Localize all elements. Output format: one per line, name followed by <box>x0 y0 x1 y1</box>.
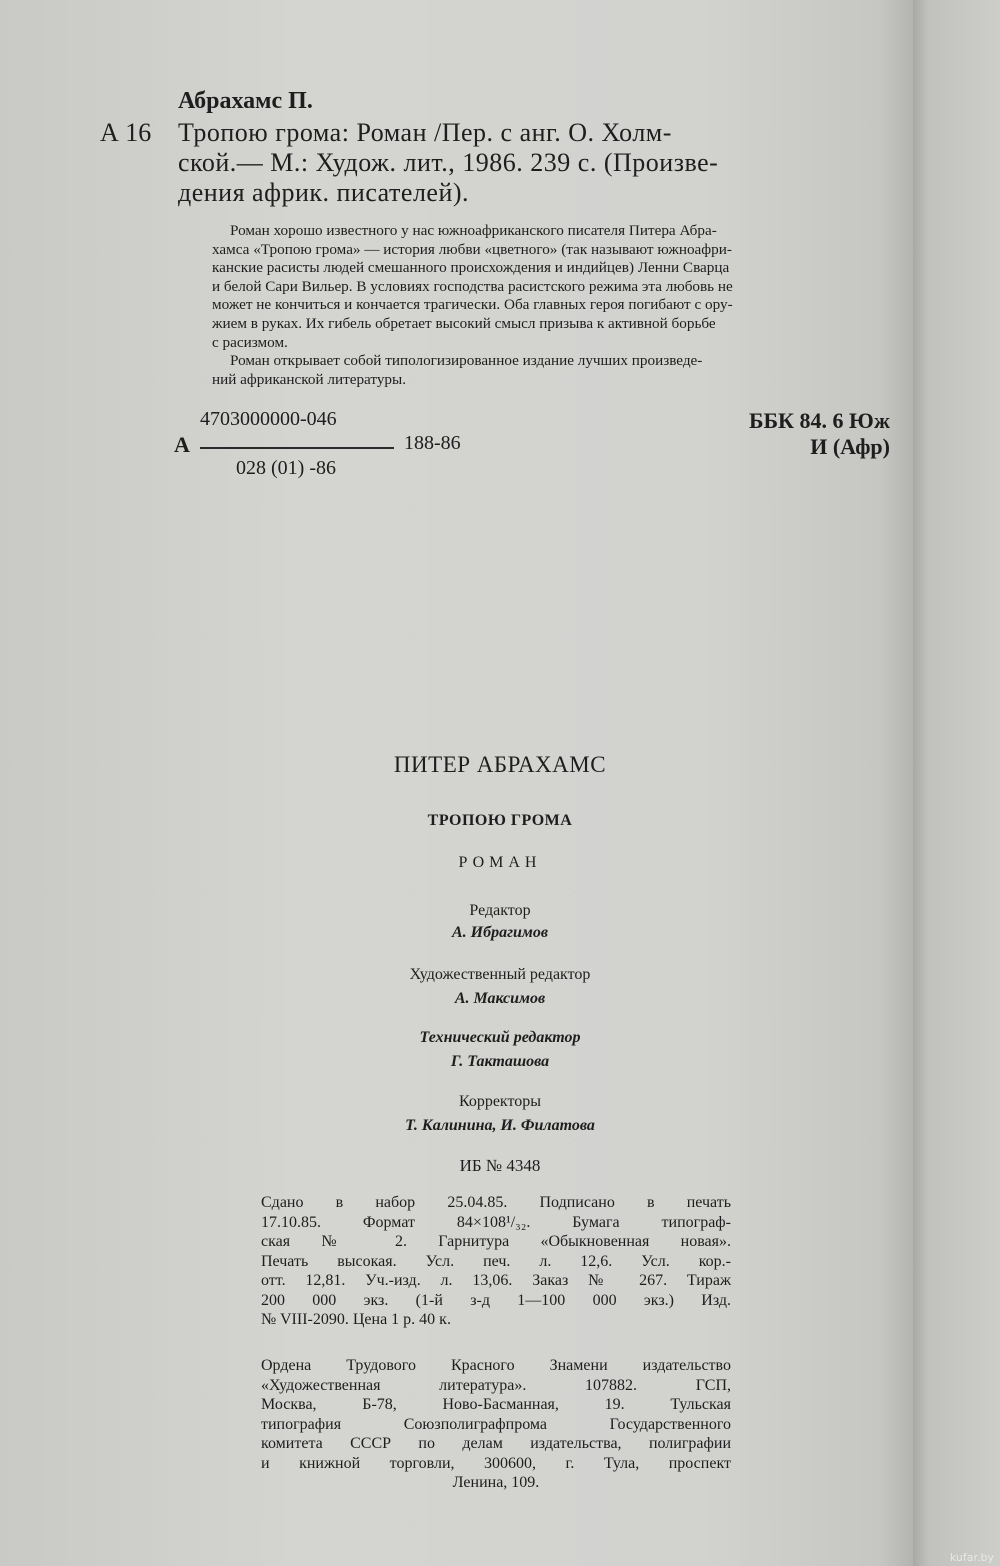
catalog-annotation <box>212 222 896 389</box>
publisher-details-line: «Художественная литература». 107882. ГСП, <box>261 1376 731 1394</box>
editor-name: А. Ибрагимов <box>451 924 548 941</box>
imprint-author: ПИТЕР АБРАХАМС <box>393 752 607 777</box>
formula-denominator: 028 (01) -86 <box>236 457 336 479</box>
print-details-line: Сдано в набор 25.04.85. Подписано в печать <box>261 1194 731 1211</box>
print-details <box>261 1193 731 1330</box>
bbk-code: ББК 84. 6 Юж <box>748 408 890 433</box>
page-gutter-edge <box>913 0 1000 1566</box>
annotation-line: Роман хорошо известного у нас южноафриканского писателя Питера Абра- <box>230 222 717 239</box>
editor-label: Редактор <box>469 902 531 919</box>
catalog-author-heading: Абрахамс П. <box>178 88 313 114</box>
catalog-description-line: Тропою грома: Роман /Пер. с анг. О. Холм- <box>178 118 672 147</box>
annotation-line: ний африканской литературы. <box>212 370 407 388</box>
publisher-details-line: типография Союзполиграфпрома Государственного <box>261 1415 731 1433</box>
formula-numerator: 4703000000-046 <box>200 408 337 430</box>
tech-editor-name: Г. Такташова <box>450 1053 550 1070</box>
print-details-line: 17.10.85. Формат 84×108¹/₃₂. Бумага типограф- <box>261 1213 731 1231</box>
formula-right: 188-86 <box>404 432 461 454</box>
annotation-line: жием в руках. Их гибель обретает высокий смысл призыва к активной борьбе <box>212 314 716 332</box>
bbk-code: И (Афр) <box>810 434 890 459</box>
art-editor-label: Художественный редактор <box>409 966 591 983</box>
publisher-details <box>261 1356 731 1493</box>
proofreaders-label: Корректоры <box>458 1093 542 1110</box>
publisher-details-line: Москва, Б-78, Ново-Басманная, 19. Тульская <box>261 1396 731 1413</box>
art-editor-name: А. Максимов <box>454 990 546 1007</box>
publisher-details-line: Ордена Трудового Красного Знамени издательство <box>261 1357 731 1374</box>
annotation-line: может не кончиться и кончается трагически. Оба главных героя погибают с ору- <box>212 296 733 314</box>
annotation-line: хамса «Тропою грома» — история любви «цветного» (так называют южноафри- <box>212 240 732 258</box>
publisher-details-line: и книжной торговли, 300600, г. Тула, проспект <box>261 1454 731 1472</box>
formula-letter: А <box>174 432 190 457</box>
annotation-line: Роман открывает собой типологизированное издание лучших произведе- <box>230 352 703 370</box>
print-details-line: 200 000 экз. (1-й з-д 1—100 000 экз.) Изд. <box>261 1291 731 1309</box>
catalog-description-line: дения африк. писателей). <box>178 178 470 207</box>
watermark: kufar.by <box>949 1551 994 1564</box>
print-details-line: ская № 2. Гарнитура «Обыкновенная новая». <box>261 1233 731 1250</box>
catalog-description-line: ской.— М.: Худож. лит., 1986. 239 с. (Произве- <box>178 148 719 177</box>
publisher-details-line: комитета СССР по делам издательства, полиграфии <box>261 1435 731 1452</box>
annotation-line: и белой Сари Вильер. В условиях господства расистского режима эта любовь не <box>212 277 733 295</box>
proofreaders-names: Т. Калинина, И. Филатова <box>405 1117 595 1134</box>
print-details-line: № VIII-2090. Цена 1 р. 40 к. <box>261 1311 451 1328</box>
formula-fraction-line <box>200 447 394 449</box>
print-details-line: отт. 12,81. Уч.-изд. л. 13,06. Заказ № 267. Тираж <box>261 1272 731 1289</box>
tech-editor-label: Технический редактор <box>419 1029 581 1046</box>
publisher-details-line: Ленина, 109. <box>452 1474 540 1491</box>
imprint-title: ТРОПОЮ ГРОМА <box>427 812 573 829</box>
annotation-line: канские расисты людей смешанного происхождения и индийцев) Ленни Сварца <box>212 259 730 277</box>
print-details-line: Печать высокая. Усл. печ. л. 12,6. Усл. кор.- <box>261 1252 731 1270</box>
ib-number: ИБ № 4348 <box>459 1156 541 1175</box>
annotation-line: с расизмом. <box>212 333 288 351</box>
imprint-genre: РОМАН <box>458 854 542 871</box>
catalog-code: А 16 <box>100 118 152 147</box>
